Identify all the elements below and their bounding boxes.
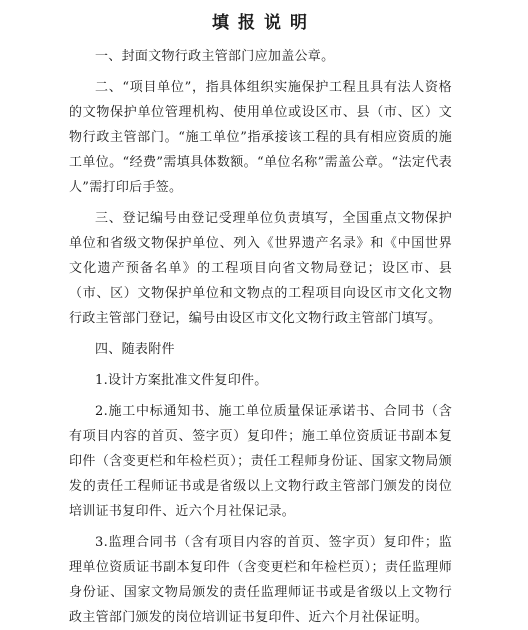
paragraph-definitions: 二、“项目单位”，指具体组织实施保护工程且具有法人资格的文物保护单位管理机构、使用单位或设区市、县（市、区）文物行政主管部门。“施工单位”指承接该工程的具有相应资质的施工单位。“经费”需填具体数额。“单位名称”需盖公章。“法定代表人”需打印后手签。 [69, 80, 452, 195]
attachment-item-2: 2.施工中标通知书、施工单位质量保证承诺书、合同书（含有项目内容的首页、签字页）复印件；施工单位资质证书副本复印件（含变更栏和年检栏页）；责任工程师身份证、国家文物局颁发的责任工程师证书或是省级以上文物行政主管部门颁发的岗位培训证书复印件、近六个月社保记录。 [69, 404, 452, 519]
paragraph-cover-seal: 一、封面文物行政主管部门应加盖公章。 [95, 49, 335, 64]
paragraph-attachments-heading: 四、随表附件 [95, 342, 175, 357]
paragraph-registration: 三、登记编号由登记受理单位负责填写，全国重点文物保护单位和省级文物保护单位、列入《世界遗产名录》和《中国世界文化遗产预备名单》的工程项目向省文物局登记；设区市、县（市、区）文物保护单位和文物点的工程项目向设区市文化文物行政主管部门登记，编号由设区市文化文物行政主管部门填写。 [69, 211, 452, 326]
attachment-item-1: 1.设计方案批准文件复印件。 [95, 373, 268, 388]
document-body [69, 44, 452, 630]
document-title: 填报说明 [212, 13, 316, 33]
attachment-item-3: 3.监理合同书（含有项目内容的首页、签字页）复印件；监理单位资质证书副本复印件（含变更栏和年检栏页）；责任监理师身份证、国家文物局颁发的责任监理师证书或是省级以上文物行政主管部门颁发的岗位培训证书复印件、近六个月社保证明。 [69, 535, 452, 625]
